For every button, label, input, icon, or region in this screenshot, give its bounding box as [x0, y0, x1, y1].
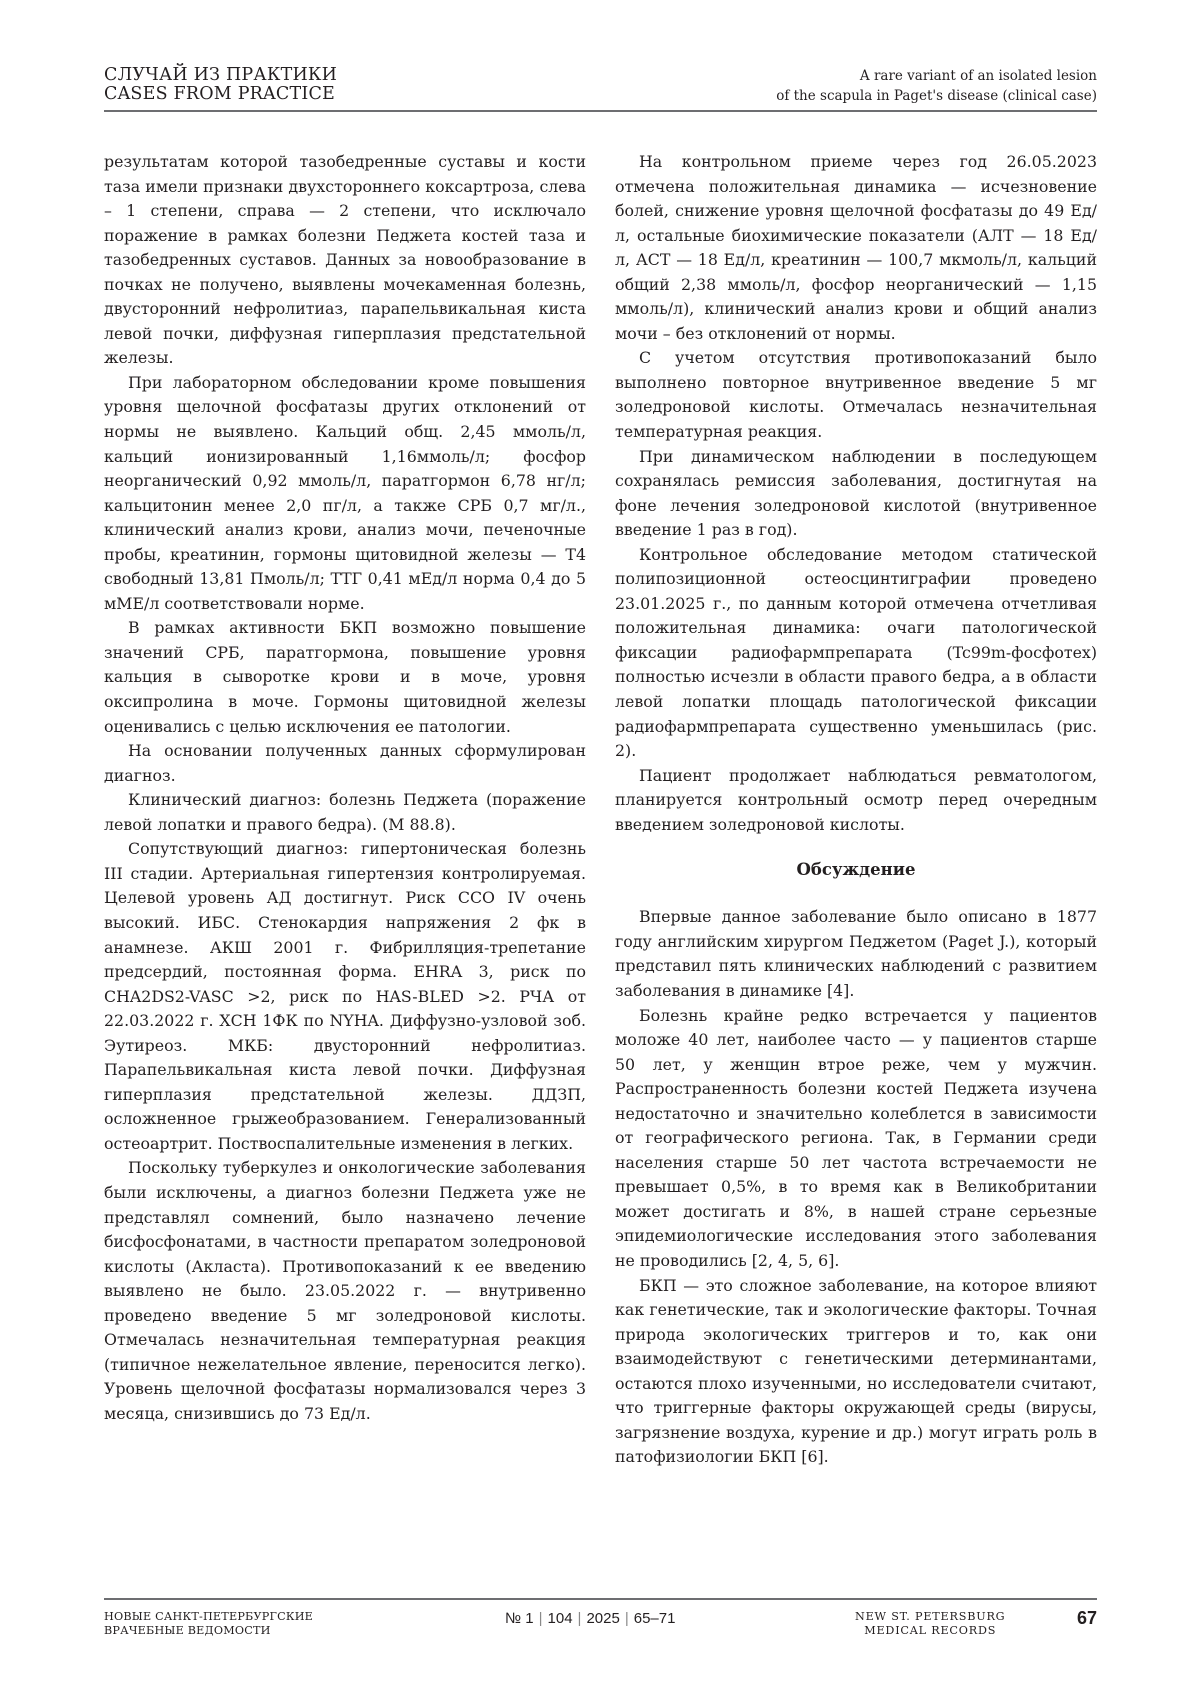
discussion-heading: Обсуждение: [796, 860, 916, 880]
running-title-line-1: A rare variant of an isolated lesion: [859, 68, 1097, 84]
paragraph: Клинический диагноз: болезнь Педжета (поражение левой лопатки и правого бедра). (М 88.8).: [104, 790, 586, 834]
journal-name-ru-line-2: ВРАЧЕБНЫЕ ВЕДОМОСТИ: [104, 1624, 271, 1637]
paragraph: Контрольное обследование методом статической полипозиционной остеосцинтиграфии проведено 23.01.2025 г., по данным которой отмечена отчетливая положительная динамика: очаги патологической фиксации радиофармпрепарата (Tc99m-фосфотех) полностью исчезли в области правого бедра, а в области левой лопатки площадь патологической фиксации радиофармпрепарата существенно уменьшилась (рис. 2).: [615, 544, 1097, 761]
paragraph: Впервые данное заболевание было описано в 1877 году английским хирургом Педжетом (Paget J.), который представил пять клинических наблюдений с развитием заболевания в динамике [4].: [615, 907, 1097, 1000]
page-range: 65–71: [633, 1610, 676, 1627]
header-divider: [104, 110, 1097, 112]
volume-number: 104: [547, 1610, 573, 1627]
journal-name-en: [855, 1610, 1005, 1638]
paragraph: При динамическом наблюдении в последующем сохранялась ремиссия заболевания, достигнутая на фоне лечения золедроновой кислотой (внутривенное введение 1 раз в год).: [615, 446, 1097, 540]
page-number: 67: [1076, 1608, 1097, 1628]
footer-divider: [104, 1598, 1097, 1600]
left-column: [104, 150, 586, 1426]
paragraph: Болезнь крайне редко встречается у пациентов моложе 40 лет, наиболее часто — у пациентов старше 50 лет, у женщин втрое реже, чем у мужчин. Распространенность болезни костей Педжета изучена недостаточно и значительно колеблется в зависимости от географического региона. Так, в Германии среди населения старше 50 лет частота встречаемости не превышает 0,5%, в то время как в Великобритании может достигать и 8%, в нашей стране серьезные эпидемиологические исследования этого заболевания не проводились [2, 4, 5, 6].: [615, 1005, 1097, 1270]
issue-year: 2025: [586, 1610, 620, 1627]
issue-number: № 1: [505, 1610, 534, 1627]
paragraph: Сопутствующий диагноз: гипертоническая болезнь III стадии. Артериальная гипертензия контролируемая. Целевой уровень АД достигнут. Риск ССО IV очень высокий. ИБС. Стенокардия напряжения 2 фк в анамнезе. АКШ 2001 г. Фибрилляция-трепетание предсердий, постоянная форма. EHRA 3, риск по CHA2DS2-VASC >2, риск по HAS-BLED >2. РЧА от 22.03.2022 г. ХСН 1ФК по NYHA. Диффузно-узловой зоб. Эутиреоз. МКБ: двусторонний нефролитиаз. Парапельвикальная киста левой почки. Диффузная гиперплазия предстательной железы. ДДЗП, осложненное грыжеобразованием. Генерализованный остеоартрит. Поствоспалительные изменения в легких.: [104, 839, 586, 1153]
paragraph: При лабораторном обследовании кроме повышения уровня щелочной фосфатазы других отклонений от нормы не выявлено. Кальций общ. 2,45 ммоль/л, кальций ионизированный 1,16ммоль/л; фосфор неорганический 0,92 ммоль/л, паратгормон 6,78 нг/л; кальцитонин менее 2,0 пг/л, а также СРБ 0,7 мг/л., клинический анализ крови, анализ мочи, печеночные пробы, креатинин, гормоны щитовидной железы — Т4 свободный 13,81 Пмоль/л; ТТГ 0,41 мЕд/л норма 0,4 до 5 мМЕ/л соответствовали норме.: [104, 372, 586, 613]
paragraph: На контрольном приеме через год 26.05.2023 отмечена положительная динамика — исчезновение болей, снижение уровня щелочной фосфатазы до 49 Ед/л, остальные биохимические показатели (АЛТ — 18 Ед/л, АСТ — 18 Ед/л, креатинин — 100,7 мкмоль/л, кальций общий 2,38 ммоль/л, фосфор неорганический — 1,15 ммоль/л), клинический анализ крови и общий анализ мочи – без отклонений от нормы.: [615, 152, 1097, 343]
journal-name-ru-line-1: НОВЫЕ САНКТ-ПЕТЕРБУРГСКИЕ: [104, 1610, 314, 1623]
journal-name-ru: [104, 1610, 313, 1638]
section-label-ru: СЛУЧАЙ ИЗ ПРАКТИКИ: [104, 65, 338, 85]
paragraph: Поскольку туберкулез и онкологические заболевания были исключены, а диагноз болезни Педжета уже не представлял сомнений, было назначено лечение бисфосфонатами, в частности препаратом золедроновой кислоты (Акласта). Противопоказаний к ее введению выявлено не было. 23.05.2022 г. — внутривенно проведено введение 5 мг золедроновой кислоты. Отмечалась незначительная температурная реакция (типичное нежелательное явление, переносится легко). Уровень щелочной фосфатазы нормализовался через 3 месяца, снизившись до 73 Ед/л.: [104, 1158, 586, 1423]
issue-info: № 1 | 104 | 2025 | 65–71: [505, 1610, 676, 1627]
paragraph: На основании полученных данных сформулирован диагноз.: [104, 741, 586, 785]
running-title-line-2: of the scapula in Paget's disease (clinical case): [776, 88, 1097, 104]
paragraph: результатам которой тазобедренные суставы и кости таза имели признаки двухстороннего коксартроза, слева – 1 степени, справа — 2 степени, что исключало поражение в рамках болезни Педжета костей таза и тазобедренных суставов. Данных за новообразование в почках не получено, выявлены мочекаменная болезнь, двусторонний нефролитиаз, парапельвикальная киста левой почки, диффузная гиперплазия предстательной железы.: [104, 152, 586, 368]
journal-name-en-line-1: NEW ST. PETERSBURG: [855, 1610, 1006, 1623]
right-column: [615, 150, 1097, 1470]
section-label: [104, 66, 337, 104]
paragraph: Пациент продолжает наблюдаться ревматологом, планируется контрольный осмотр перед очередным введением золедроновой кислоты.: [615, 765, 1097, 834]
journal-name-en-line-2: MEDICAL RECORDS: [864, 1624, 997, 1637]
paragraph: С учетом отсутствия противопоказаний было выполнено повторное внутривенное введение 5 мг золедроновой кислоты. Отмечалась незначительная температурная реакция.: [615, 348, 1097, 442]
running-title: [776, 66, 1097, 106]
paragraph: В рамках активности БКП возможно повышение значений СРБ, паратгормона, повышение уровня кальция в сыворотке крови и в моче, уровня оксипролина в моче. Гормоны щитовидной железы оценивались с целью исключения ее патологии.: [104, 618, 586, 736]
paragraph: БКП — это сложное заболевание, на которое влияют как генетические, так и экологические факторы. Точная природа экологических триггеров и то, как они взаимодействуют с генетическими детерминантами, остаются плохо изученными, но исследователи считают, что триггерные факторы окружающей среды (вирусы, загрязнение воздуха, курение и др.) могут играть роль в патофизиологии БКП [6].: [615, 1275, 1097, 1467]
section-label-en: CASES FROM PRACTICE: [104, 84, 336, 104]
